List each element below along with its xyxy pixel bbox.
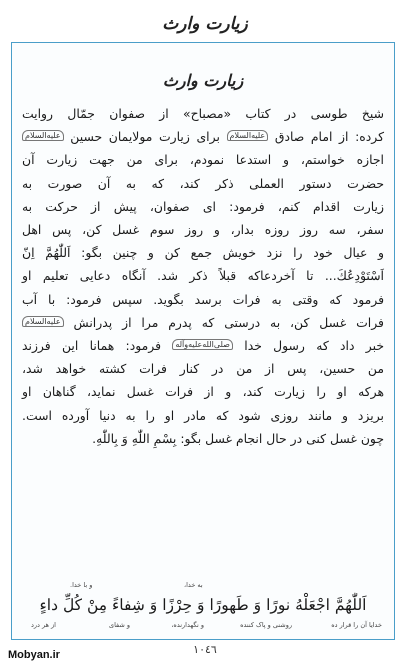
- arabic-phrase: اَسْتَوْدِعُكَ: [336, 268, 384, 284]
- body-line-14: [22, 404, 384, 427]
- line-text: هرکه او را زیارت کند، و از فرات غسل نماید، گناهان او: [22, 384, 384, 400]
- arabic-phrase: بِسْمِ اللّٰهِ وَ بِاللّٰهِ.: [92, 430, 177, 446]
- body-line-15: [22, 427, 384, 450]
- body-line-3: [22, 148, 384, 171]
- dua-translation: و شفای: [108, 621, 130, 629]
- salutation-mark: عليه‌السلام: [22, 316, 64, 327]
- line-text: من حسین، پس از من در کنار فرات کشته خواهد شد،: [22, 361, 384, 377]
- text-frame: [11, 42, 395, 640]
- dua-translation: روشنی و پاک کننده: [240, 621, 292, 629]
- body-line-11: [22, 334, 384, 357]
- line-text: خبر داد که رسول خدا: [232, 338, 384, 354]
- salutation-mark: عليه‌السلام: [22, 130, 64, 141]
- line-text: سفر، سه روز روزه بدار، و روز سوم غسل کن، پس اهل: [22, 222, 384, 238]
- dua-translation: خدایا آن را قرار ده: [331, 621, 382, 629]
- line-text: شیخ طوسی در کتاب «مصباح» از صفوان جمّال روایت: [22, 106, 384, 121]
- page-number: ١٠٤٦: [193, 643, 217, 656]
- body-line-10: [22, 311, 384, 334]
- line-text: حضرت دستور العملی ذکر کند، که به آن صورت به: [22, 175, 384, 191]
- running-title: زیارت وارث: [162, 14, 248, 34]
- body-line-2: [22, 125, 384, 148]
- line-text: کرده: از امام صادق: [268, 129, 385, 145]
- arabic-phrase: اَللّٰهُمَّ اِنّ: [22, 245, 71, 261]
- body-text: [22, 102, 384, 450]
- body-line-7: [22, 241, 384, 264]
- line-text: ... تا آخردعاکه قبلاً ذکر شد. آنگاه دعایی تعلیم او: [22, 268, 337, 284]
- line-text: زیارت اقدام کنم، فرمود: ای صفوان، پیش از حرکت به: [22, 198, 384, 214]
- translation-note: و با خدا.: [70, 581, 93, 589]
- line-text: فرمود که وقتی به فرات برسد بگوید. سپس فرمود: با آب: [22, 291, 384, 307]
- line-text: اجازه خواستم، و استدعا نمودم، برای من جهت زیارت آن: [22, 152, 384, 168]
- dua-translation-row: [18, 621, 388, 633]
- body-line-4: [22, 172, 384, 195]
- body-line-13: [22, 380, 384, 403]
- salutation-mark: صلی‌الله‌علیه‌وآله: [172, 339, 233, 350]
- line-text: فرمود: همانا این فرزند: [22, 338, 173, 354]
- body-line-1: [22, 102, 384, 125]
- dua-arabic-line: اَللّٰهُمَّ اجْعَلْهُ نورًا وَ طَهورًا وَ حِرْزًا وَ شِفاءً مِنْ كُلِّ داءٍ: [39, 596, 367, 614]
- line-text: برای زیارت مولایمان حسین: [63, 129, 227, 145]
- line-text: بریزد و مانند روزی شود که مادر او را به دنیا آورده است.: [22, 407, 384, 423]
- line-text: فرات غسل کن، به درستی که پدرم مرا از پدرانش: [63, 314, 384, 330]
- salutation-mark: عليه‌السلام: [227, 130, 269, 141]
- dua-translation: و نگهدارنده،: [171, 621, 204, 629]
- body-line-5: [22, 195, 384, 218]
- site-watermark: Mobyan.ir: [8, 649, 60, 661]
- dua-translation: از هر درد: [30, 621, 56, 629]
- body-line-8: [22, 264, 384, 287]
- translation-note: به خدا،: [184, 581, 203, 589]
- line-text: و عیال خود را نزد خویش جمع کن و چنین بگو:: [70, 245, 385, 261]
- body-line-12: [22, 357, 384, 380]
- line-text: چون غسل کنی در حال انجام غسل بگو:: [176, 430, 384, 446]
- section-title: زیارت وارث: [162, 71, 244, 90]
- body-line-9: [22, 288, 384, 311]
- body-line-6: [22, 218, 384, 241]
